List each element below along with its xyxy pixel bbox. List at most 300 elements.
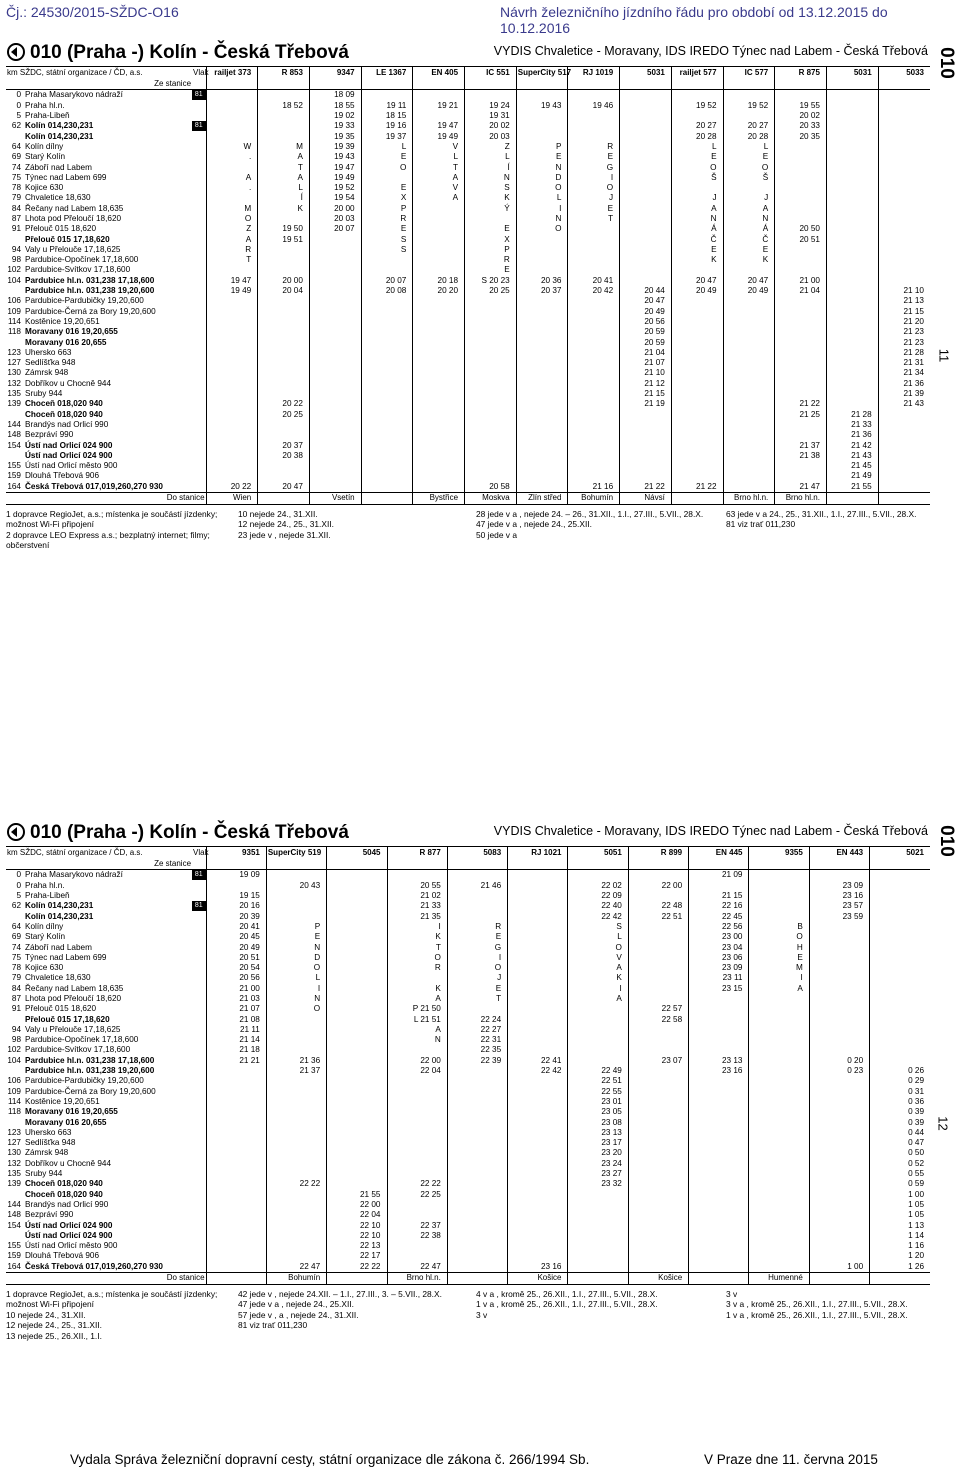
time-cell: I [749, 973, 809, 983]
time-cell [327, 963, 387, 973]
time-cell [508, 1107, 568, 1117]
station-marker [192, 368, 206, 378]
time-cell: 0 44 [870, 1127, 930, 1137]
destination-cell [361, 492, 413, 504]
time-cell: 20 41 [568, 275, 620, 285]
station-name: Kolín 014,230,231 [25, 121, 94, 131]
time-cell [258, 358, 310, 368]
time-cell [689, 1169, 749, 1179]
time-cell: K [465, 193, 517, 203]
time-cell: 20 50 [775, 224, 827, 234]
ze-stanice-label: Ze stanice [154, 78, 192, 88]
station-row [6, 973, 930, 983]
time-cell [361, 265, 413, 275]
do-stanice-label: Do stanice [6, 1272, 206, 1284]
time-cell [327, 1179, 387, 1189]
destination-cell [826, 492, 878, 504]
time-cell [447, 1076, 507, 1086]
time-cell [447, 1066, 507, 1076]
time-cell: 20 59 [620, 327, 672, 337]
time-cell [870, 1004, 930, 1014]
time-cell [689, 1230, 749, 1240]
time-cell [689, 1035, 749, 1045]
station-row [6, 870, 930, 881]
station-row [6, 1086, 930, 1096]
time-cell [465, 214, 517, 224]
station-row [6, 172, 930, 182]
time-cell: S [361, 244, 413, 254]
station-marker [192, 224, 206, 234]
time-cell [826, 162, 878, 172]
time-cell [809, 1251, 869, 1261]
station-row [6, 1127, 930, 1137]
timetable-grid [6, 846, 930, 1285]
station-row [6, 1076, 930, 1086]
time-cell [878, 450, 930, 460]
time-cell [628, 1210, 688, 1220]
station-km [6, 1117, 24, 1127]
time-cell [361, 172, 413, 182]
destination-cell: Moskva [465, 492, 517, 504]
time-cell [387, 1200, 447, 1210]
station-km: 164 [7, 481, 21, 491]
time-cell [413, 214, 465, 224]
time-cell [258, 368, 310, 378]
time-cell [723, 378, 775, 388]
station-marker [192, 131, 206, 141]
time-cell: A [568, 994, 628, 1004]
time-cell [447, 891, 507, 901]
station-marker [192, 203, 206, 213]
time-cell: N [671, 214, 723, 224]
station-marker [192, 1014, 206, 1024]
time-cell [809, 942, 869, 952]
time-cell: L [671, 141, 723, 151]
time-cell [206, 296, 258, 306]
time-cell [206, 317, 258, 327]
time-cell [387, 1107, 447, 1117]
time-cell: O [568, 942, 628, 952]
time-cell [775, 461, 827, 471]
station-km: 84 [11, 983, 21, 993]
time-cell [413, 450, 465, 460]
time-cell: I [447, 952, 507, 962]
train-number: EN 445 [689, 847, 749, 859]
time-cell [508, 963, 568, 973]
time-cell: 21 36 [266, 1055, 326, 1065]
station-row [6, 399, 930, 409]
time-cell: 21 37 [266, 1066, 326, 1076]
time-cell [826, 265, 878, 275]
station-marker [192, 1241, 206, 1251]
time-cell [809, 1004, 869, 1014]
note-line: 63 jede v a 24., 25., 31.XII., 1.I., 27.III., 5.VII., 28.X. [726, 508, 917, 519]
time-cell: 19 52 [671, 100, 723, 110]
time-cell: 21 28 [878, 347, 930, 357]
station-marker [192, 952, 206, 962]
train-number: 9355 [749, 847, 809, 859]
origin-cell [568, 858, 628, 870]
time-cell: T [413, 162, 465, 172]
destination-cell [327, 1272, 387, 1284]
time-cell: 20 47 [671, 275, 723, 285]
time-cell [620, 90, 672, 101]
time-cell [361, 389, 413, 399]
time-cell [266, 1189, 326, 1199]
station-name: Praha-Libeň [25, 891, 70, 901]
time-cell [508, 1251, 568, 1261]
time-cell [775, 306, 827, 316]
origin-cell [465, 78, 517, 90]
station-name: Pardubice-Pardubičky 19,20,600 [25, 1076, 144, 1086]
time-cell: A [258, 172, 310, 182]
direction-arrow-icon [6, 43, 26, 61]
time-cell [327, 983, 387, 993]
station-name: Pardubice-Opočínek 17,18,600 [25, 255, 139, 265]
time-cell [628, 1066, 688, 1076]
time-cell [361, 358, 413, 368]
time-cell [387, 1117, 447, 1127]
time-cell [206, 450, 258, 460]
time-cell [809, 1086, 869, 1096]
station-marker [192, 963, 206, 973]
time-cell: K [258, 203, 310, 213]
station-name: Ústí nad Orlicí 024 900 [25, 1230, 113, 1240]
station-name: Zámrsk 948 [25, 368, 69, 378]
time-cell [628, 870, 688, 881]
time-cell [508, 891, 568, 901]
time-cell [809, 1014, 869, 1024]
time-cell: S [361, 234, 413, 244]
station-row [6, 152, 930, 162]
time-cell [826, 152, 878, 162]
station-marker [192, 286, 206, 296]
time-cell: 20 49 [671, 286, 723, 296]
time-cell: 22 10 [327, 1230, 387, 1240]
time-cell: 21 22 [775, 399, 827, 409]
train-number: RJ 1019 [568, 67, 620, 79]
time-cell: 23 06 [689, 952, 749, 962]
time-cell [516, 368, 568, 378]
time-cell: 21 36 [878, 378, 930, 388]
station-km: 132 [7, 1158, 21, 1168]
time-cell [206, 1169, 266, 1179]
destination-cell: Vsetín [309, 492, 361, 504]
station-marker [192, 214, 206, 224]
station-name: Uhersko 663 [25, 1127, 72, 1137]
station-km: 87 [11, 214, 21, 223]
train-header-row [6, 847, 930, 859]
station-marker [192, 409, 206, 419]
time-cell [870, 1035, 930, 1045]
time-cell [568, 409, 620, 419]
destination-cell [870, 1272, 930, 1284]
time-cell [749, 1004, 809, 1014]
station-km: 94 [11, 244, 21, 254]
station-km: 127 [7, 358, 21, 368]
time-cell: 21 00 [206, 983, 266, 993]
time-cell: 21 14 [206, 1035, 266, 1045]
time-cell: E [361, 183, 413, 193]
time-cell [870, 1014, 930, 1024]
station-marker [192, 1045, 206, 1055]
time-cell [826, 100, 878, 110]
time-cell [413, 440, 465, 450]
time-cell: 21 23 [878, 337, 930, 347]
timetable-night [6, 822, 930, 1339]
destination-cell [809, 1272, 869, 1284]
station-km: 94 [11, 1024, 21, 1034]
time-cell: R [387, 963, 447, 973]
time-cell: 23 01 [568, 1097, 628, 1107]
time-cell [327, 942, 387, 952]
station-row [6, 368, 930, 378]
time-cell: P [465, 244, 517, 254]
note-line: 47 jede v a , nejede 24., 25.XII. [476, 519, 592, 530]
vlak-label: Vlak [193, 847, 209, 857]
destination-cell: Wien [206, 492, 258, 504]
time-cell [465, 368, 517, 378]
time-cell: 21 04 [620, 347, 672, 357]
time-cell [508, 1004, 568, 1014]
time-cell: R [465, 255, 517, 265]
time-cell: 20 47 [258, 481, 310, 492]
station-marker [192, 891, 206, 901]
time-cell: 22 00 [628, 880, 688, 890]
time-cell: 0 47 [870, 1138, 930, 1148]
note-line: 81 viz trať 011,230 [238, 1320, 308, 1331]
station-marker [192, 1261, 206, 1272]
station-row [6, 963, 930, 973]
station-name: Dobříkov u Chocně 944 [25, 1158, 112, 1168]
destination-cell: Brno hl.n. [723, 492, 775, 504]
station-marker [192, 994, 206, 1004]
time-cell: 20 02 [465, 121, 517, 131]
time-cell [620, 265, 672, 275]
station-marker [192, 932, 206, 942]
time-cell: 20 39 [206, 911, 266, 921]
station-km: 114 [7, 1096, 21, 1106]
time-cell [775, 378, 827, 388]
station-km: 5 [16, 891, 21, 901]
time-cell: 22 22 [327, 1261, 387, 1272]
time-cell [327, 901, 387, 911]
station-km: 155 [7, 461, 21, 471]
time-cell: 18 55 [309, 100, 361, 110]
time-cell: 1 05 [870, 1210, 930, 1220]
time-cell [870, 963, 930, 973]
station-km: 69 [11, 152, 21, 162]
time-cell [309, 430, 361, 440]
time-cell [516, 440, 568, 450]
time-cell: 21 36 [826, 430, 878, 440]
time-cell [327, 994, 387, 1004]
time-cell [749, 1127, 809, 1137]
time-cell: 22 41 [508, 1055, 568, 1065]
time-cell [809, 1076, 869, 1086]
time-cell [628, 1024, 688, 1034]
time-cell [516, 430, 568, 440]
time-cell [447, 870, 507, 881]
time-cell [447, 1127, 507, 1137]
time-cell [749, 1035, 809, 1045]
time-cell: Š [723, 172, 775, 182]
time-cell: A [387, 1024, 447, 1034]
time-cell [775, 420, 827, 430]
time-cell: 19 02 [309, 111, 361, 121]
time-cell [723, 296, 775, 306]
time-cell [878, 152, 930, 162]
time-cell [508, 1158, 568, 1168]
time-cell [361, 255, 413, 265]
time-cell [266, 1035, 326, 1045]
time-cell [826, 317, 878, 327]
time-cell [568, 471, 620, 481]
station-km: 102 [7, 1045, 21, 1055]
station-marker [192, 1210, 206, 1220]
time-cell [723, 430, 775, 440]
notes-column [238, 1289, 468, 1331]
station-row [6, 1035, 930, 1045]
time-cell [206, 368, 258, 378]
note-line: 4 v a , kromě 25., 26.XII., 1.I., 27.III., 5.VII., 28.X. [476, 1288, 658, 1299]
notes-column [238, 509, 468, 541]
time-cell: 19 46 [568, 100, 620, 110]
time-cell: A [206, 172, 258, 182]
time-cell: 20 55 [387, 880, 447, 890]
time-cell [723, 440, 775, 450]
notes-column [726, 1289, 926, 1321]
station-km: 84 [11, 203, 21, 213]
time-cell [689, 1024, 749, 1034]
time-cell [508, 1189, 568, 1199]
time-cell [516, 317, 568, 327]
station-row [6, 265, 930, 275]
train-number: 5083 [447, 847, 507, 859]
time-cell: I [568, 172, 620, 182]
station-name: Praha Masarykovo nádraží [24, 90, 192, 101]
time-cell [465, 399, 517, 409]
time-cell: 22 13 [327, 1241, 387, 1251]
time-cell [508, 1076, 568, 1086]
time-cell: 22 22 [387, 1179, 447, 1189]
station-km: 62 [11, 121, 21, 131]
time-cell [620, 420, 672, 430]
time-cell: 21 09 [689, 870, 749, 881]
origin-cell [689, 858, 749, 870]
time-cell: 20 42 [568, 286, 620, 296]
time-cell [309, 265, 361, 275]
time-cell [387, 1251, 447, 1261]
time-cell [447, 1158, 507, 1168]
station-row [6, 450, 930, 460]
time-cell: 19 43 [309, 152, 361, 162]
time-cell [826, 389, 878, 399]
station-row [6, 111, 930, 121]
time-cell [516, 461, 568, 471]
time-cell [826, 327, 878, 337]
station-marker [192, 1127, 206, 1137]
station-km: 98 [11, 255, 21, 265]
time-cell [309, 244, 361, 254]
station-row [6, 337, 930, 347]
time-cell: O [206, 214, 258, 224]
time-cell [620, 234, 672, 244]
time-cell [361, 317, 413, 327]
time-cell: L [723, 141, 775, 151]
time-cell: 22 00 [327, 1200, 387, 1210]
time-cell: E [447, 983, 507, 993]
time-cell [266, 1014, 326, 1024]
time-cell [775, 347, 827, 357]
time-cell [628, 1251, 688, 1261]
station-km: 0 [6, 870, 24, 881]
time-cell: 20 35 [775, 131, 827, 141]
time-cell [568, 1055, 628, 1065]
station-row [6, 1158, 930, 1168]
time-cell [826, 214, 878, 224]
train-number: R 877 [387, 847, 447, 859]
time-cell [775, 183, 827, 193]
station-row [6, 131, 930, 141]
time-cell: 21 02 [387, 891, 447, 901]
time-cell [266, 1169, 326, 1179]
time-cell [309, 358, 361, 368]
time-cell [870, 921, 930, 931]
station-km: 104 [7, 1055, 21, 1065]
time-cell [327, 1138, 387, 1148]
time-cell [568, 420, 620, 430]
time-cell [620, 275, 672, 285]
note-line: 1 v a , kromě 25., 26.XII., 1.I., 27.III., 5.VII., 28.X. [476, 1299, 658, 1310]
time-cell [516, 111, 568, 121]
time-cell [671, 358, 723, 368]
destination-cell: Zlín střed [516, 492, 568, 504]
time-cell: 21 38 [775, 450, 827, 460]
time-cell [809, 983, 869, 993]
time-cell [628, 1241, 688, 1251]
station-row [6, 1117, 930, 1127]
time-cell [809, 1127, 869, 1137]
time-cell [413, 337, 465, 347]
time-cell: 21 10 [620, 368, 672, 378]
time-cell [671, 430, 723, 440]
time-cell [447, 1261, 507, 1272]
time-cell [620, 471, 672, 481]
time-cell [775, 193, 827, 203]
time-cell: 18 15 [361, 111, 413, 121]
time-cell [413, 244, 465, 254]
time-cell: R [568, 141, 620, 151]
station-name: Choceň 018,020 940 [25, 399, 103, 409]
time-cell [620, 193, 672, 203]
time-cell [870, 994, 930, 1004]
time-cell [775, 172, 827, 182]
time-cell: 20 49 [723, 286, 775, 296]
destination-cell [689, 1272, 749, 1284]
time-cell [628, 1076, 688, 1086]
station-row [6, 1220, 930, 1230]
time-cell: O [361, 162, 413, 172]
time-cell [206, 1210, 266, 1220]
time-cell [327, 932, 387, 942]
time-cell: 22 09 [568, 891, 628, 901]
time-cell [671, 450, 723, 460]
time-cell [749, 880, 809, 890]
time-cell [870, 911, 930, 921]
time-cell [206, 1107, 266, 1117]
notes-column [476, 1289, 706, 1321]
